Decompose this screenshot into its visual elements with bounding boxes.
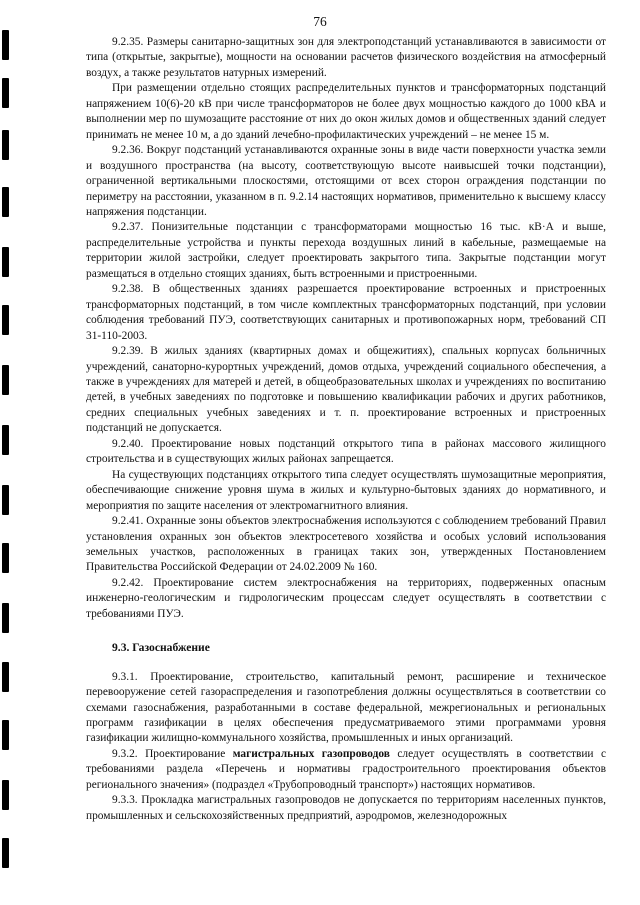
- paragraph-9-3-2: [86, 747, 606, 793]
- paragraph-9-2-37: 9.2.37. Понизительные подстанции с трансформаторами мощностью 16 тыс. кВ·А и выше, распределительные устройства и пункты перехода воздушных линий в кабельные, размещаемые на территории жилой застройки, следует проектировать закрытого типа. Закрытые подстанции могут размещаться в отдельно стоящих зданиях, быть встроенными и пристроенными.: [86, 221, 606, 280]
- paragraph-9-2-42: 9.2.42. Проектирование систем электроснабжения на территориях, подверженных опасным инженерно-геологическим и гидрологическим процессам следует осуществлять в соответствии с требованиями ПУЭ.: [86, 576, 606, 620]
- paragraph-9-3-2-end: следует осуществлять в соответствии с требованиями раздела «Перечень и нормативы градостроительного проектирования объектов регионального значения» (подраздел «Трубопроводный транспорт») настоящих нормативов.: [86, 747, 607, 791]
- paragraph-9-2-38: 9.2.38. В общественных зданиях разрешается проектирование встроенных и пристроенных трансформаторных подстанций, в том числе комплектных трансформаторных подстанций, при условии соблюдения требований ПУЭ, соответствующих санитарных и противопожарных норм, требований СП 31-110-2003.: [86, 283, 606, 342]
- paragraph-9-2-35: 9.2.35. Размеры санитарно-защитных зон для электроподстанций устанавливаются в зависимости от типа (открытые, закрытые), мощности на основании расчетов физического воздействия на атмосферный воздух, а также результатов натурных измерений.: [86, 36, 606, 79]
- paragraph-9-3-1: 9.3.1. Проектирование, строительство, капитальный ремонт, расширение и техническое перевооружение сетей газораспределения и газопотребления должны осуществляться в соответствии со схемами газоснабжения, разработанными в составе федеральной, межрегиональных и региональных программ газификации в целях обеспечения предусматриваемого этими программами уровня газификации жилищно-коммунального хозяйства, промышленных и иных организаций.: [86, 670, 606, 745]
- paragraph-9-3-2-emphasis: магистральных газопроводов: [232, 747, 390, 760]
- page-number: 76: [313, 14, 327, 29]
- paragraph-9-3-2-start: 9.3.2. Проектирование: [112, 747, 233, 760]
- paragraph-9-2-35-cont: При размещении отдельно стоящих распределительных пунктов и трансформаторных подстанций напряжением 10(6)-20 кВ при числе трансформаторов не более двух мощностью каждого до 1000 кВА и выполнении мер по шумозащите расстояние от них до окон жилых домов и общественных зданий следует принимать не менее 10 м, а до зданий лечебно-профилактических учреждений – не менее 15 м.: [86, 82, 606, 141]
- binding-hole-marks: [2, 0, 10, 905]
- paragraph-9-2-41: 9.2.41. Охранные зоны объектов электроснабжения используются с соблюдением требований Правил установления охранных зон объектов электросетевого хозяйства и особых условий использования земельных участков, расположенных в границах таких зон, утвержденных Постановлением Правительства Российской Федерации от 24.02.2009 № 160.: [86, 515, 606, 574]
- paragraph-9-2-40-cont: На существующих подстанциях открытого типа следует осуществлять шумозащитные мероприятия, обеспечивающие снижение уровня шума в жилых и культурно-бытовых зданиях до нормативного, и мероприятия по защите населения от электромагнитного влияния.: [86, 468, 606, 512]
- document-body: [86, 35, 606, 824]
- paragraph-9-3-3: 9.3.3. Прокладка магистральных газопроводов не допускается по территориям населенных пунктов, промышленных и сельскохозяйственных предприятий, аэродромов, железнодорожных: [86, 794, 606, 822]
- paragraph-9-2-36: 9.2.36. Вокруг подстанций устанавливаются охранные зоны в виде части поверхности участка земли и воздушного пространства (на высоту, соответствующую высоте наивысшей точки подстанции), ограниченной вертикальными плоскостями, отстоящими от всех сторон ограждения подстанции по периметру на расстоянии, указанном в п. 9.2.14 настоящих нормативов, применительно к высшему классу напряжения подстанции.: [86, 144, 606, 218]
- section-heading-gas-supply: 9.3. Газоснабжение: [112, 641, 210, 655]
- paragraph-9-2-39: 9.2.39. В жилых зданиях (квартирных домах и общежитиях), спальных корпусах больничных учреждений, санаторно-курортных учреждений, домов отдыха, учреждений социального обеспечения, а также в учреждениях для матерей и детей, в общеобразовательных школах и учреждениях по воспитанию детей, в учебных заведениях по подготовке и повышению квалификации рабочих и других работников, средних специальных учебных заведениях и т. п. проектирование встроенных и пристроенных подстанций не допускается.: [86, 345, 606, 435]
- paragraph-9-2-40: 9.2.40. Проектирование новых подстанций открытого типа в районах массового жилищного строительства и в существующих жилых районах запрещается.: [86, 437, 606, 466]
